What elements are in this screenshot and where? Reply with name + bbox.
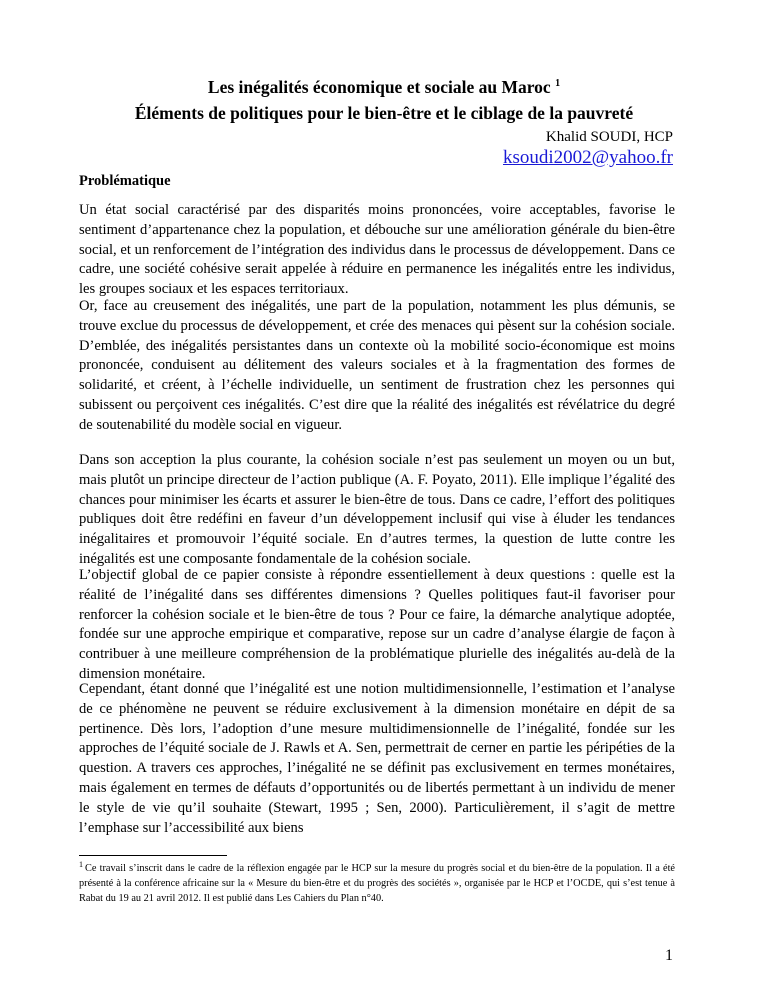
page-number: 1 (665, 947, 673, 964)
paragraph-text: Dans son acception la plus courante, la cohésion sociale n’est pas seulement un moyen ou un but, mais plutôt un principe directeur de l’action publique (A. F. Poyato, 2011). Elle implique l’égalité des chances pour minimiser les écarts et assurer le bien-être de tous. Dans ce cadre, l’effort des politiques publiques doit être redéfini en faveur d’un développement inclusif qui vise à éluder les tendances inégalitaires et promouvoir l’équité sociale. En d’autres termes, la question de lutte contre les inégalités est une composante fondamentale de la cohésion sociale. (79, 452, 675, 567)
author-email-link[interactable]: ksoudi2002@yahoo.fr (502, 147, 673, 168)
paragraph-2 (79, 297, 675, 436)
paragraph-text: Un état social caractérisé par des disparités moins prononcées, voire acceptables, favorise le sentiment d’appartenance chez la population, et débouche sur une amélioration générale du bien-être social, et un renforcement de l’intégration des individus dans le processus de développement. Dans ce cadre, une société cohésive serait appelée à réduire en permanence les inégalités entre les individus, les groupes sociaux et les espaces territoriaux. (79, 202, 675, 298)
title-footnote-ref[interactable]: 1 (555, 78, 561, 90)
paragraph-5 (79, 680, 675, 838)
footnote-divider (79, 855, 227, 856)
section-heading: Problématique (79, 173, 171, 189)
paragraph-text: Or, face au creusement des inégalités, une part de la population, notamment les plus démunis, se trouve exclue du processus de développement, et crée des menaces qui pèsent sur la cohésion sociale. D’emblée, des inégalités persistantes dans un contexte où la mobilité socio-économique est moins prononcée, conduisent au délitement des valeurs sociales et à la fragmentation des formes de solidarité, et créent, à l’échelle individuelle, un sentiment de frustration chez les personnes qui subissent ou perçoivent ces inégalités. C’est dire que la réalité des inégalités est révélatrice du degré de soutenabilité du modèle social en vigueur. (79, 298, 675, 433)
title-line-2: Éléments de politiques pour le bien-être et le ciblage de la pauvreté (134, 103, 634, 123)
paragraph-3 (79, 451, 675, 570)
title-text: Les inégalités économique et sociale au Maroc (207, 77, 551, 97)
paragraph-1 (79, 201, 675, 300)
title-line-1 (0, 76, 768, 98)
paragraph-text: L’objectif global de ce papier consiste à répondre essentiellement à deux questions : quelle est la réalité de l’inégalité dans ses différentes dimensions ? Quelles politiques faut-il favoriser pour renforcer la cohésion sociale et le bien-être de tous ? Pour ce faire, la démarche analytique adoptée, fondée sur une approche empirique et comparative, repose sur un cadre d’analyse élargie de façon à contribuer à une meilleure compréhension de la problématique plurielle des inégalités au-delà de la dimension monétaire. (79, 567, 675, 682)
footnote-number: 1 (79, 859, 83, 869)
paragraph-4 (79, 566, 675, 685)
footnote (79, 861, 675, 906)
author-affiliation: Khalid SOUDI, HCP (545, 129, 673, 145)
footnote-text: Ce travail s’inscrit dans le cadre de la réflexion engagée par le HCP sur la mesure du progrès social et du bien-être de la population. Il a été présenté à la conférence africaine sur la « Mesure du bien-être et du progrès des sociétés », organisée par le HCP et l’OCDE, qui s’est tenue à Rabat du 19 au 21 avril 2012. Il est publié dans Les Cahiers du Plan n°40. (79, 863, 675, 904)
paragraph-text: Cependant, étant donné que l’inégalité est une notion multidimensionnelle, l’estimation et l’analyse de ce phénomène ne peuvent se réduire exclusivement à la dimension monétaire en dépit de sa pertinence. Dès lors, l’adoption d’une mesure multidimensionnelle de l’inégalité, fondée sur les approches de l’équité sociale de J. Rawls et A. Sen, permettrait de cerner en partie les péripéties de la question. A travers ces approches, l’inégalité ne se définit pas exclusivement en termes monétaires, mais également en termes de défauts d’opportunités ou de libertés permettant à un individu de mener le style de vie qu’il souhaite (Stewart, 1995 ; Sen, 2000). Particulièrement, il s’agit de mettre l’emphase sur l’accessibilité aux biens (79, 681, 675, 836)
